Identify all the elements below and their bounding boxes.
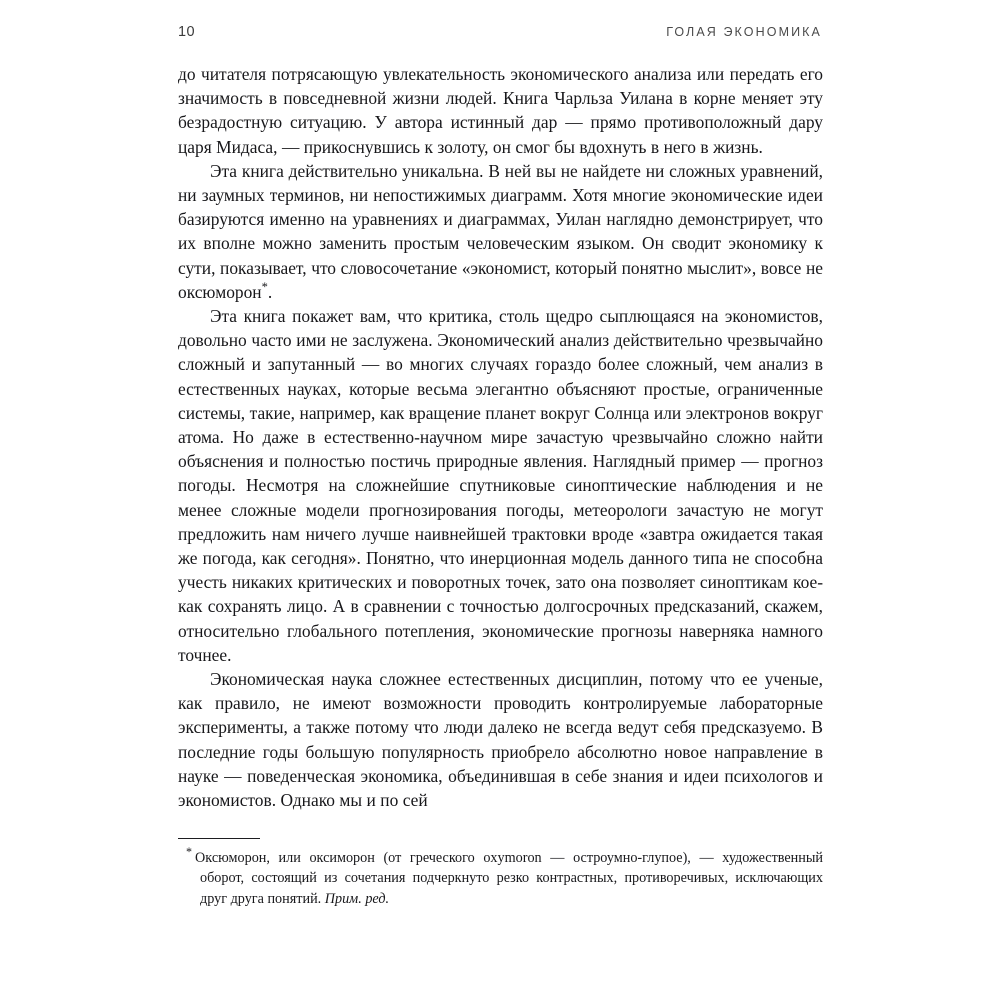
footnote-part-two: — остроумно-глупое), — художественный оборот, состоящий из сочетания подчеркнуто резко контрастных, противоречивых, исключающих друг друга понятий. [200,850,823,907]
body-text-block [178,62,823,812]
paragraph-unique-book [178,159,823,304]
footnote-text [178,845,823,909]
paragraph-text-tail: . [267,281,273,302]
footnote-area [178,838,823,909]
footnote-separator-rule [178,838,260,839]
footnote-marker: * [186,845,193,860]
paragraph-criticism: Эта книга покажет вам, что критика, столь щедро сыплющаяся на экономистов, довольно часто ими не заслужена. Экономический анализ действительно чрезвычайно сложный и запутанный — во многих случаях гораздо более сложный, чем анализ в естественных науках, которые весьма элегантно объясняют простые, ограниченные системы, такие, например, как вращение планет вокруг Солнца или электронов вокруг атома. Но даже в естественно-научном мире зачастую чрезвычайно сложно найти объяснения и полностью постичь природные явления. Наглядный пример — прогноз погоды. Несмотря на сложнейшие спутниковые синоптические наблюдения и не менее сложные модели прогнозирования погоды, метеорологи зачастую не могут предложить нам ничего лучше наивнейшей трактовки вроде «завтра ожидается такая же погода, как сегодня». Понятно, что инерционная модель данного типа не способна учесть никаких критических и поворотных точек, зато она позволяет синоптикам кое-как сохранять лицо. А в сравнении с точностью долгосрочных предсказаний, скажем, относительно глобального потепления, экономические прогнозы наверняка намного точнее. [178,306,823,665]
paragraph-behavioral-economics: Экономическая наука сложнее естественных дисциплин, потому что ее ученые, как правило, не имеют возможности проводить контролируемые лабораторные эксперименты, а также потому что люди далеко не всегда ведут себя предсказуемо. В последние годы большую популярность приобрело абсолютно новое направление в науке — поведенческая экономика, объединившая в себе знания и идеи психологов и экономистов. Однако мы и по сей [178,669,823,811]
footnote-latin-term: oxymoron [483,850,542,866]
footnote-reference-marker[interactable]: * [261,280,268,295]
page-number: 10 [178,23,195,40]
paragraph-text: Эта книга действительно уникальна. В ней вы не найдете ни сложных уравнений, ни заумных терминов, ни непостижимых диаграмм. Хотя многие экономические идеи базируются именно на уравнениях и диаграммах, Уилан наглядно демонстрирует, что их вполне можно заменить простым человеческим языком. Он сводит экономику к сути, показывает, что словосочетание «экономист, который понятно мыслит», вовсе не оксюморон [178,160,823,302]
paragraph-continuation: до читателя потрясающую увлекательность экономического анализа или передать его значимость в повседневной жизни людей. Книга Чарльза Уилана в корне меняет эту безрадостную ситуацию. У автора истинный дар — прямо противоположный дару царя Мидаса, — прикоснувшись к золоту, он смог бы вдохнуть в него в жизнь. [178,64,823,157]
page-header [178,22,822,42]
footnote-attribution: Прим. ред. [324,890,390,907]
footnote-part-one: Оксюморон, или оксиморон (от греческого [195,850,484,866]
running-head-title: ГОЛАЯ ЭКОНОМИКА [666,24,822,39]
